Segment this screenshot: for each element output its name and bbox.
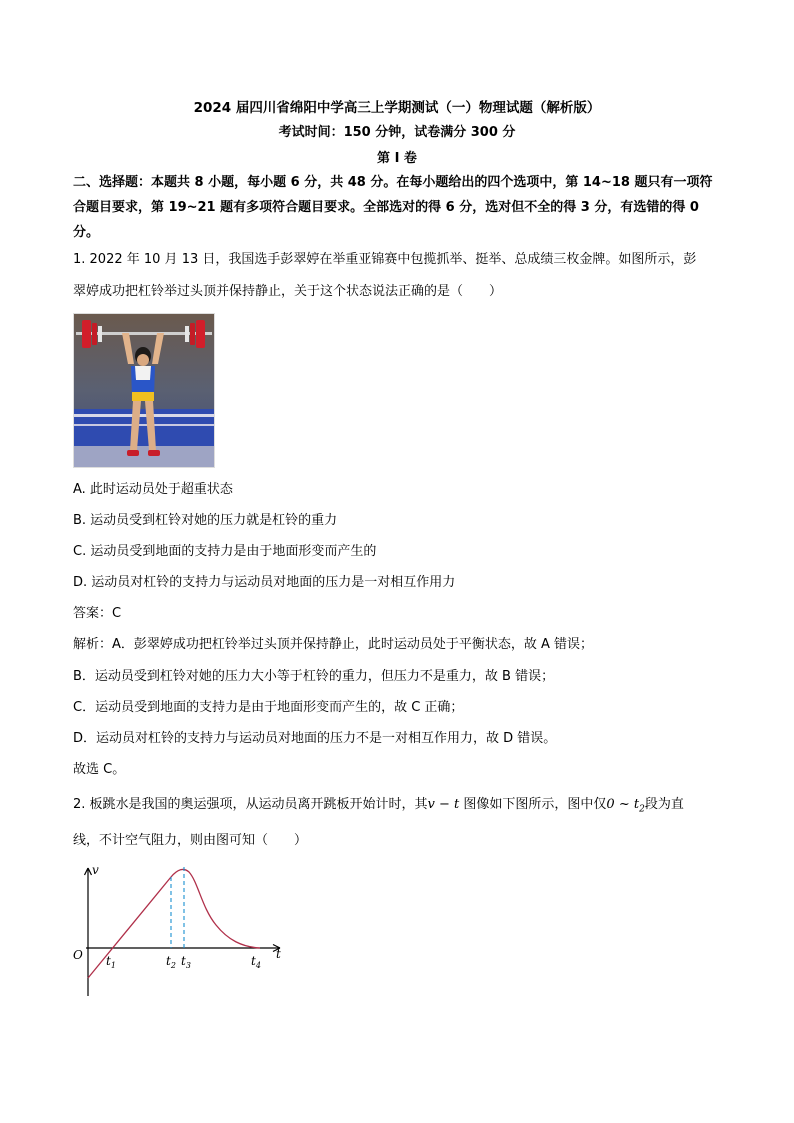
q2-text-mid: 图像如下图所示，图中仅 xyxy=(459,797,607,812)
exam-info: 考试时间：150 分钟，试卷满分 300 分 xyxy=(278,125,516,140)
question-1-explanation-d: D．运动员对杠铃的支持力与运动员对地面的压力不是一对相互作用力，故 D 错误。 xyxy=(73,731,557,746)
question-1-option-c: C. 运动员受到地面的支持力是由于地面形变而产生的 xyxy=(73,544,377,559)
question-1-stem-line-1: 1. 2022 年 10 月 13 日，我国选手彭翠婷在举重亚锦赛中包揽抓举、挺举、总成绩三枚金牌。如图所示，彭 xyxy=(73,252,697,267)
question-1-explanation-c: C．运动员受到地面的支持力是由于地面形变而产生的，故 C 正确； xyxy=(73,700,464,715)
question-1-explanation-a: 解析：A．彭翠婷成功把杠铃举过头顶并保持静止，此时运动员处于平衡状态，故 A 错误； xyxy=(73,637,594,652)
question-1-explanation-b: B．运动员受到杠铃对她的压力大小等于杠铃的重力，但压力不是重力，故 B 错误； xyxy=(73,669,555,684)
question-2-stem-line-1 xyxy=(73,796,684,819)
volume-heading: 第 I 卷 xyxy=(377,151,417,166)
question-1-option-b: B. 运动员受到杠铃对她的压力就是杠铃的重力 xyxy=(73,513,338,528)
section-instructions-line-3: 分。 xyxy=(73,225,100,240)
x-axis-label: t xyxy=(276,947,281,961)
t4-label: $t_4$ xyxy=(251,954,261,970)
t2-label: $t_2$ xyxy=(166,954,176,970)
question-1-option-d: D. 运动员对杠铃的支持力与运动员对地面的压力是一对相互作用力 xyxy=(73,575,456,590)
question-1-option-a: A. 此时运动员处于超重状态 xyxy=(73,482,233,497)
time-range-subscript: 2 xyxy=(639,804,645,815)
q2-text-post: 段为直 xyxy=(644,797,684,812)
velocity-time-graph xyxy=(68,860,288,1000)
question-1-stem-line-2: 翠婷成功把杠铃举过头顶并保持静止，关于这个状态说法正确的是（ ） xyxy=(73,284,503,299)
document-title: 2024 届四川省绵阳中学高三上学期测试（一）物理试题（解析版） xyxy=(193,100,601,116)
y-axis-label: v xyxy=(92,863,99,877)
section-instructions-line-1: 二、选择题：本题共 8 小题，每小题 6 分，共 48 分。在每小题给出的四个选项中，第 14~18 题只有一项符 xyxy=(73,175,713,190)
time-range-symbol: 0 ~ t xyxy=(606,797,640,812)
question-1-answer: 答案：C xyxy=(73,606,122,621)
t1-label: $t_1$ xyxy=(106,954,116,970)
section-instructions-line-2: 合题目要求，第 19~21 题有多项符合题目要求。全部选对的得 6 分，选对但不全的得 3 分，有选错的得 0 xyxy=(73,200,699,215)
question-2-stem-line-2: 线，不计空气阻力，则由图可知（ ） xyxy=(73,833,308,848)
vt-symbol: v − t xyxy=(427,797,460,812)
t3-label: $t_3$ xyxy=(181,954,191,970)
origin-label: O xyxy=(73,948,83,962)
question-1-conclusion: 故选 C。 xyxy=(73,762,126,777)
q2-text-pre: 2. 板跳水是我国的奥运强项，从运动员离开跳板开始计时，其 xyxy=(73,797,428,812)
weightlifter-photo xyxy=(73,313,215,468)
